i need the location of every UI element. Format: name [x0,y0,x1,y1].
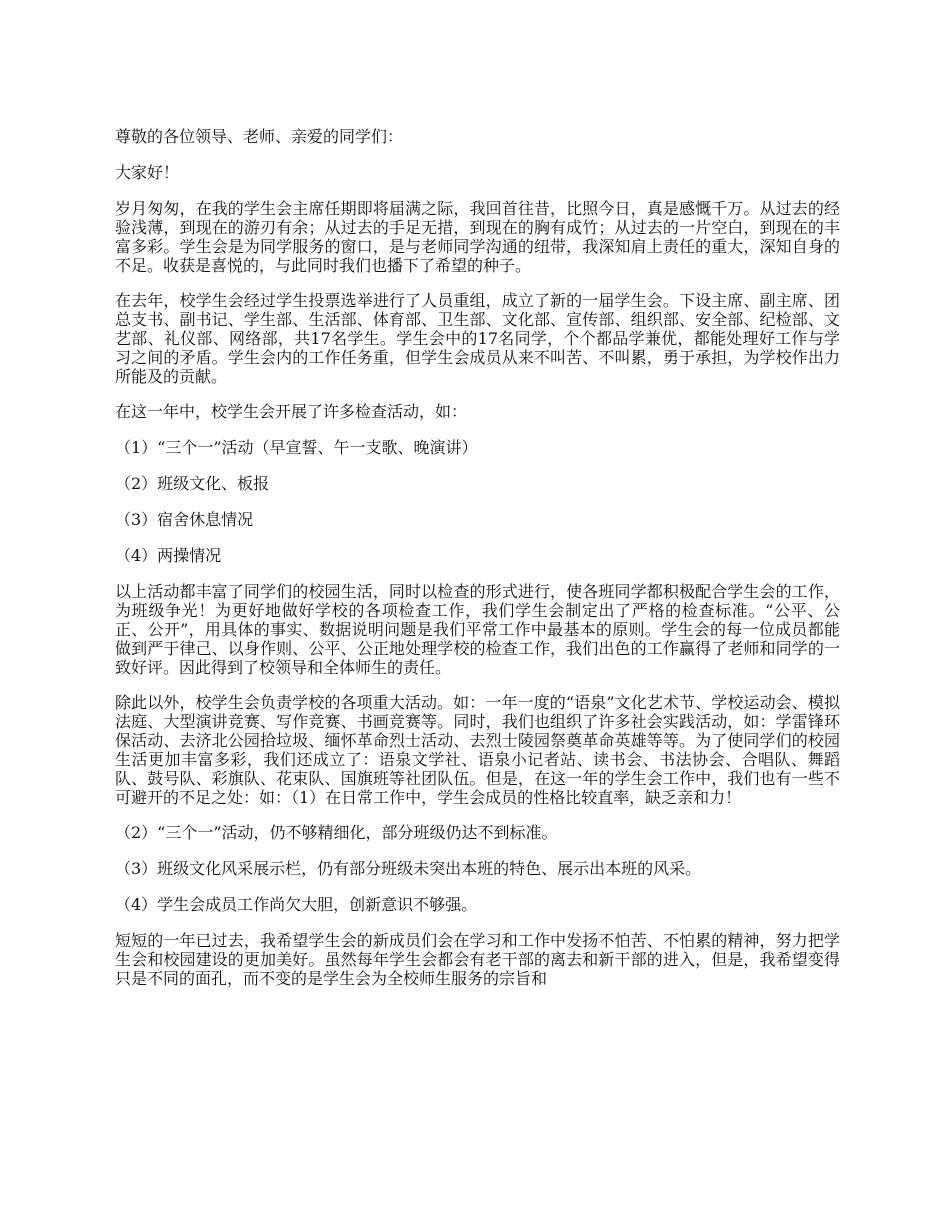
list-item-activity-4: （4）两操情况 [115,546,222,565]
list-item-shortcoming-2: （2）“三个一”活动，仍不够精细化，部分班级仍达不到标准。 [115,823,558,842]
paragraph-major-events: 除此以外，校学生会负责学校的各项重大活动。如：一年一度的“语泉”文化艺术节、学校运动会、模拟法庭、大型演讲竞赛、写作竞赛、书画竞赛等。同时，我们也组织了许多社会实践活动，如：学雷锋环保活动、去济北公园拾垃圾、缅怀革命烈士活动、去烈士陵园祭奠革命英雄等等。为了使同学们的校园生活更加丰富多彩，我们还成立了：语泉文学社、语泉小记者站、读书会、书法协会、合唱队、舞蹈队、鼓号队、彩旗队、花束队、国旗班等社团队伍。但是，在这一年的学生会工作中，我们也有一些不可避开的不足之处：如：（1）在日常工作中，学生会成员的性格比较直率，缺乏亲和力！ [115,693,840,807]
paragraph-closing: 短短的一年已过去，我希望学生会的新成员们会在学习和工作中发扬不怕苦、不怕累的精神，努力把学生会和校园建设的更加美好。虽然每年学生会都会有老干部的离去和新干部的进入，但是，我希望变得只是不同的面孔，而不变的是学生会为全校师生服务的宗旨和 [115,931,840,988]
greeting: 尊敬的各位领导、老师、亲爱的同学们： [115,127,404,146]
paragraph-activities-intro: 在这一年中，校学生会开展了许多检查活动，如： [115,402,468,421]
list-item-shortcoming-4: （4）学生会成员工作尚欠大胆，创新意识不够强。 [115,895,478,914]
list-item-activity-3: （3）宿舍休息情况 [115,510,254,529]
document-body [115,127,840,1004]
list-item-shortcoming-3: （3）班级文化风采展示栏，仍有部分班级未突出本班的特色、展示出本班的风采。 [115,859,702,878]
paragraph-inspection-standards: 以上活动都丰富了同学们的校园生活，同时以检查的形式进行，使各班同学都积极配合学生会的工作，为班级争光！为更好地做好学校的各项检查工作，我们学生会制定出了严格的检查标准。“公平、公正、公开”，用具体的事实、数据说明问题是我们平常工作中最基本的原则。学生会的每一位成员都能做到严于律己、以身作则、公平、公正地处理学校的检查工作，我们出色的工作赢得了老师和同学的一致好评。因此得到了校领导和全体师生的责任。 [115,582,840,677]
list-item-activity-1: （1）“三个一”活动（早宣誓、午一支歌、晚演讲） [115,438,478,457]
paragraph-organization: 在去年，校学生会经过学生投票选举进行了人员重组，成立了新的一届学生会。下设主席、副主席、团总支书、副书记、学生部、生活部、体育部、卫生部、文化部、宣传部、组织部、安全部、纪检部、文艺部、礼仪部、网络部，共17名学生。学生会中的17名同学，个个都品学兼优，都能处理好工作与学习之间的矛盾。学生会内的工作任务重，但学生会成员从来不叫苦、不叫累，勇于承担，为学校作出力所能及的贡献。 [115,291,840,386]
hello: 大家好！ [115,163,180,182]
list-item-activity-2: （2）班级文化、板报 [115,474,270,493]
paragraph-reflection: 岁月匆匆，在我的学生会主席任期即将届满之际，我回首往昔，比照今日，真是感慨千万。从过去的经验浅薄，到现在的游刃有余；从过去的手足无措，到现在的胸有成竹；从过去的一片空白，到现在的丰富多彩。学生会是为同学服务的窗口，是与老师同学沟通的纽带，我深知肩上责任的重大，深知自身的不足。收获是喜悦的，与此同时我们也播下了希望的种子。 [115,199,840,275]
